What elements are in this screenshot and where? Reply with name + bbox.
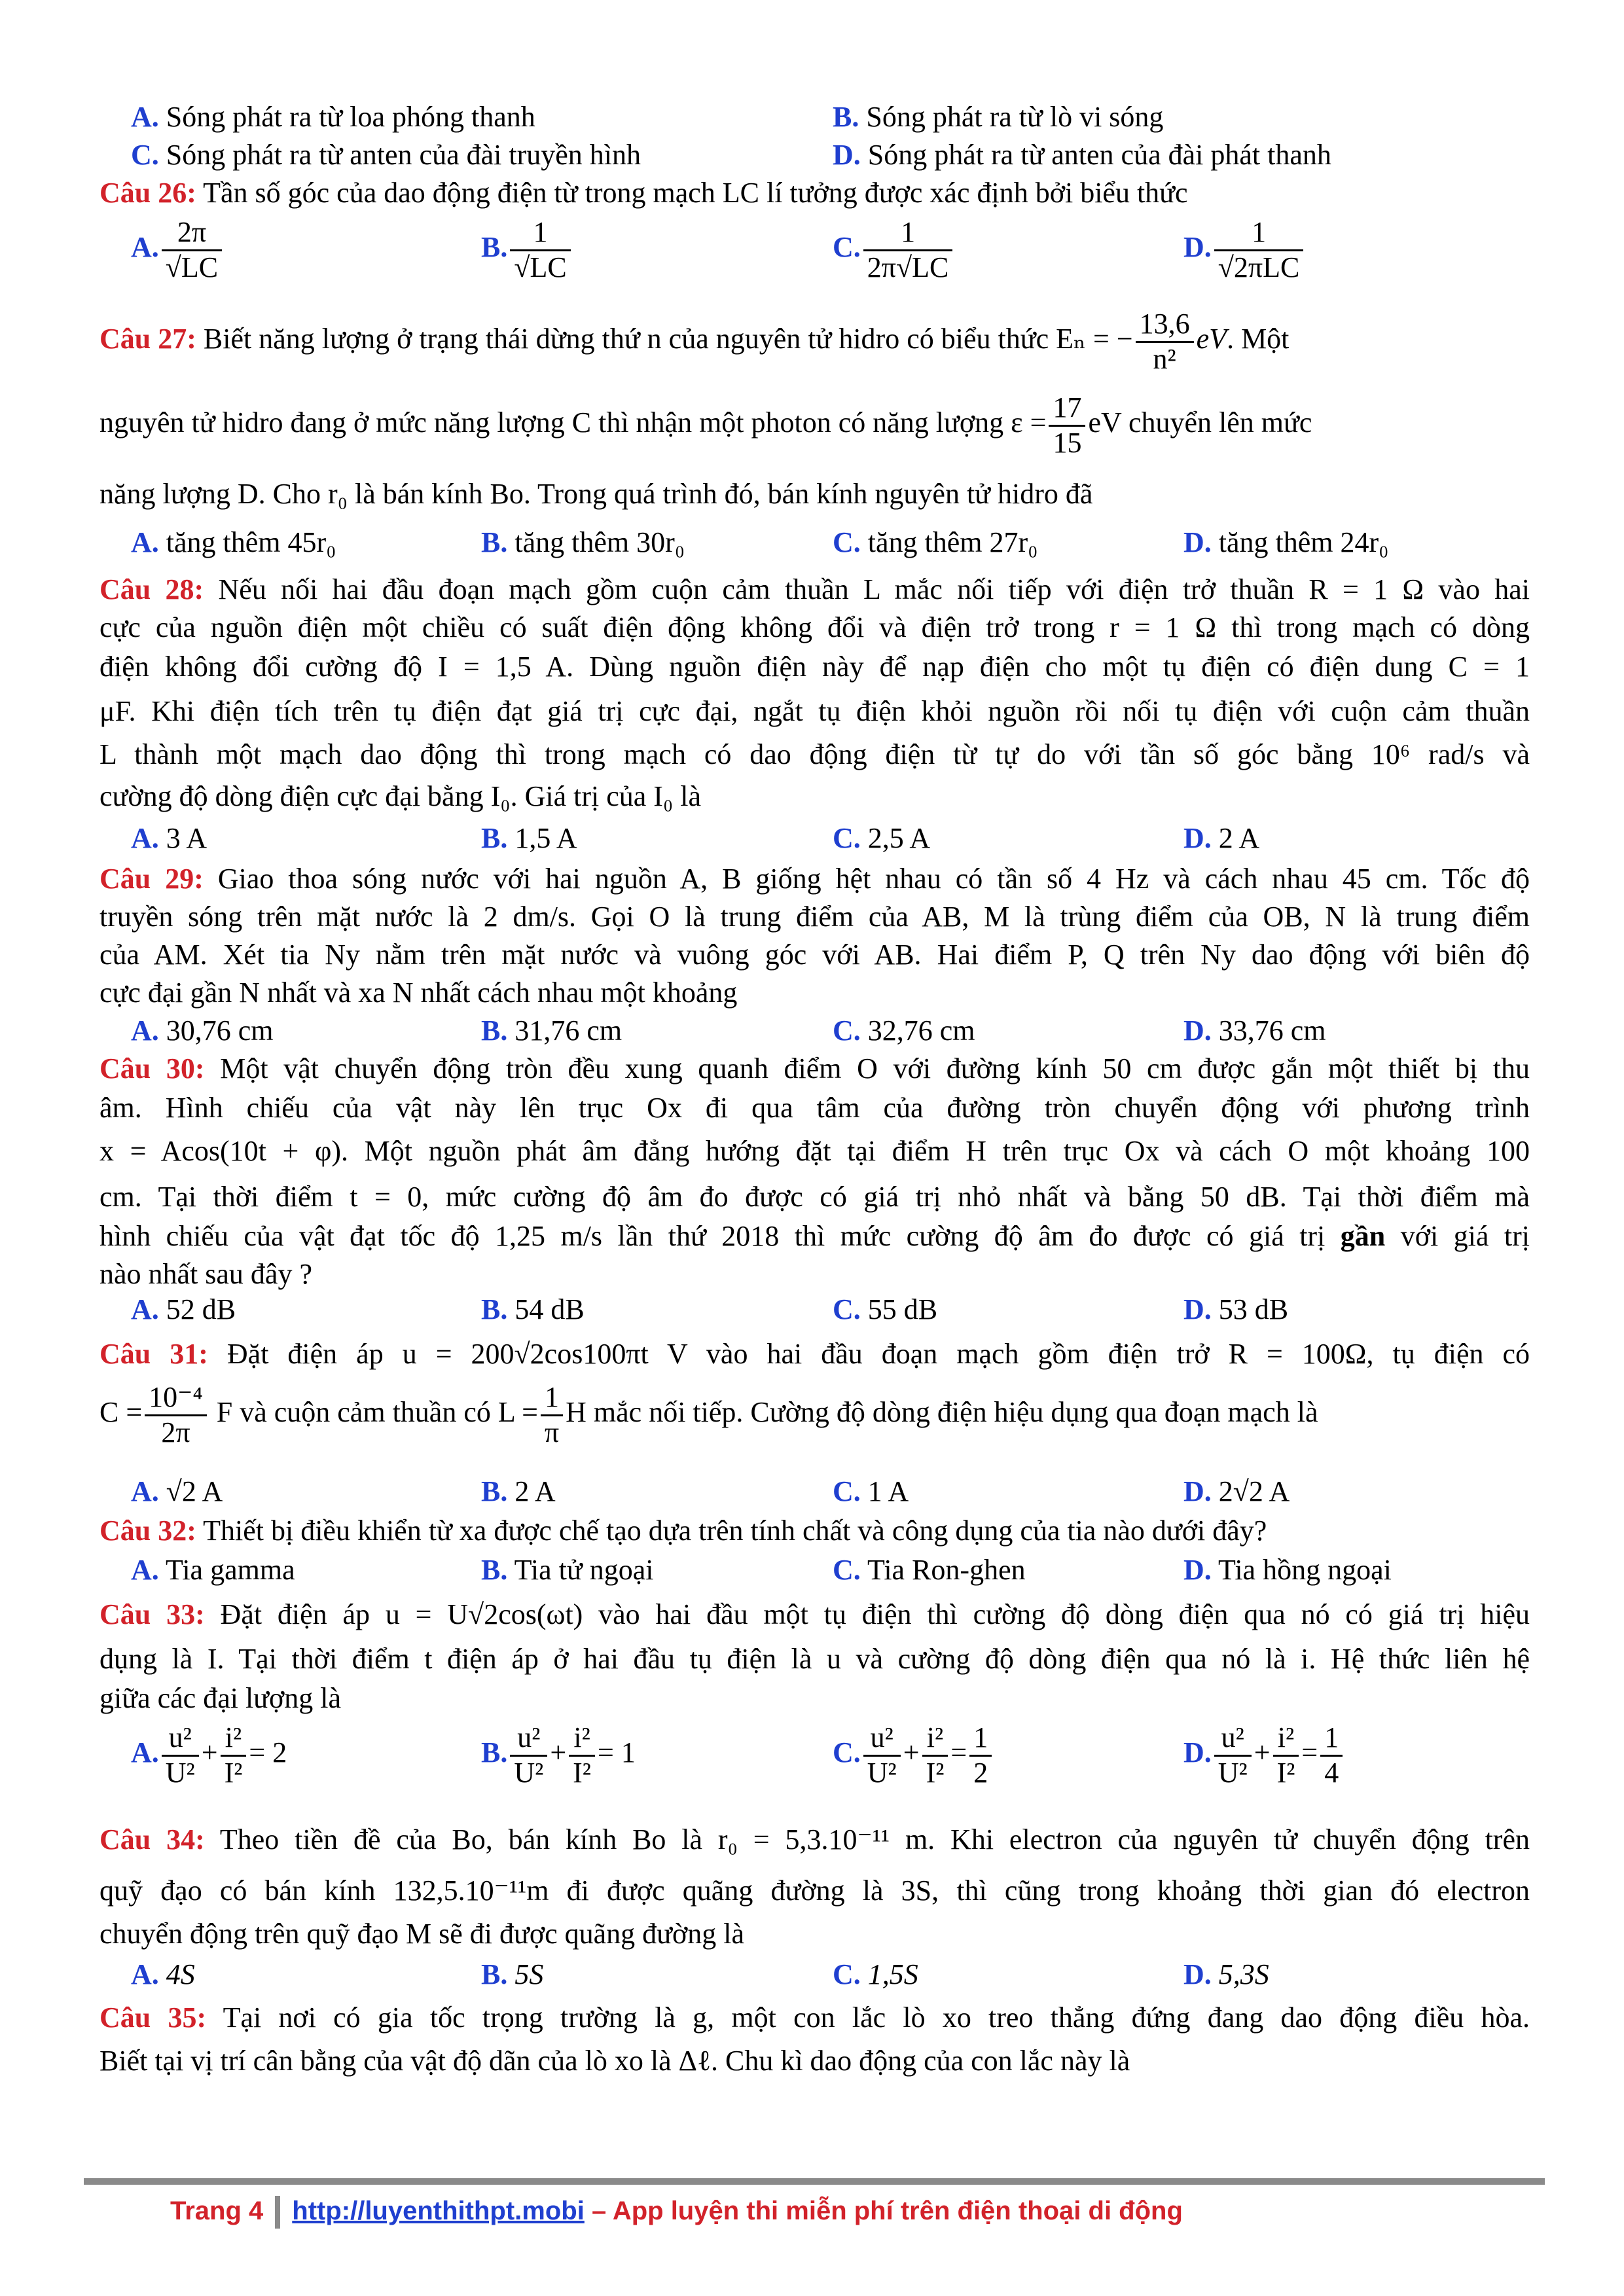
- q29-option-a[interactable]: A. 30,76 cm: [131, 1014, 274, 1047]
- q27-options: [131, 524, 1532, 565]
- q32-stem: Câu 32: Thiết bị điều khiển từ xa được chế tạo dựa trên tính chất và công dụng của tia nào dưới đây?: [99, 1515, 1267, 1547]
- q25-option-d[interactable]: D. Sóng phát ra từ anten của đài phát thanh: [833, 139, 1331, 171]
- q27-line-1: Câu 27: Biết năng lượng ở trạng thái dừng thứ n của nguyên tử hidro có biểu thức Eₙ = − $\frac{13,6}{\text{n²}}$ eV. Một: [99, 308, 1290, 375]
- q33-option-a[interactable]: A. $\frac{\text{u²}}{\text{U²}}$ + $\frac{\text{i²}}{\text{I²}}$ = 2: [131, 1721, 287, 1789]
- q30-option-d[interactable]: D. 53 dB: [1183, 1293, 1289, 1325]
- q34-option-b[interactable]: B. 5S: [481, 1958, 544, 1990]
- q30-line-6: nào nhất sau đây ?: [99, 1258, 312, 1290]
- q27-option-d[interactable]: D. tăng thêm 24r₀: [1183, 526, 1389, 558]
- q33-line-1: Câu 33: Đặt điện áp u = U√2cos(ωt) vào hai đầu một tụ điện thì cường độ dòng điện qua nó có giá trị hiệu: [99, 1598, 1530, 1630]
- q30-line-5: hình chiếu của vật đạt tốc độ 1,25 m/s lần thứ 2018 thì mức cường độ âm đo được có giá trị gần với giá trị: [99, 1220, 1530, 1252]
- footer-tagline: – App luyện thi miễn phí trên điện thoại di động: [591, 2197, 1183, 2225]
- q25-option-a[interactable]: A. Sóng phát ra từ loa phóng thanh: [131, 101, 535, 133]
- q31-option-a[interactable]: A. √2 A: [131, 1475, 223, 1507]
- q29-option-c[interactable]: C. 32,76 cm: [833, 1014, 975, 1047]
- q29-line-2: truyền sóng trên mặt nước là 2 dm/s. Gọi O là trung điểm của AB, M là trùng điểm của OB, N là trung điểm: [99, 901, 1530, 933]
- q26-options: [131, 216, 1532, 301]
- q29-option-d[interactable]: D. 33,76 cm: [1183, 1014, 1326, 1047]
- q32-option-d[interactable]: D. Tia hồng ngoại: [1183, 1554, 1392, 1586]
- q31-option-b[interactable]: B. 2 A: [481, 1475, 556, 1507]
- q32-options: [131, 1551, 1532, 1593]
- q31-option-c[interactable]: C. 1 A: [833, 1475, 909, 1507]
- q31-option-d[interactable]: D. 2√2 A: [1183, 1475, 1290, 1507]
- q29-line-4: cực đại gần N nhất và xa N nhất cách nhau một khoảng: [99, 977, 738, 1009]
- q33-line-3: giữa các đại lượng là: [99, 1682, 342, 1714]
- q28-option-a[interactable]: A. 3 A: [131, 822, 208, 854]
- q25-option-b[interactable]: B. Sóng phát ra từ lò vi sóng: [833, 101, 1164, 133]
- q30-line-4: cm. Tại thời điểm t = 0, mức cường độ âm đo được có giá trị nhỏ nhất và bằng 50 dB. Tại thời điểm mà: [99, 1181, 1530, 1213]
- q28-option-c[interactable]: C. 2,5 A: [833, 822, 931, 854]
- q28-options: [131, 819, 1532, 861]
- q25-option-c[interactable]: C. Sóng phát ra từ anten của đài truyền hình: [131, 139, 641, 171]
- footer-divider: [275, 2196, 280, 2229]
- q30-options: [131, 1291, 1532, 1333]
- q28-line-1: Câu 28: Nếu nối hai đầu đoạn mạch gồm cuộn cảm thuần L mắc nối tiếp với điện trở thuần R = 1 Ω vào hai: [99, 573, 1530, 605]
- q33-option-b[interactable]: B. $\frac{\text{u²}}{\text{U²}}$ + $\frac{\text{i²}}{\text{I²}}$ = 1: [481, 1721, 636, 1789]
- footer: [170, 2194, 1183, 2229]
- q32-option-a[interactable]: A. Tia gamma: [131, 1554, 295, 1586]
- footer-rule: [84, 2178, 1545, 2185]
- q30-option-c[interactable]: C. 55 dB: [833, 1293, 938, 1325]
- q35-line-1: Câu 35: Tại nơi có gia tốc trọng trường là g, một con lắc lò xo treo thẳng đứng đang dao động điều hòa.: [99, 2001, 1530, 2034]
- q33-option-c[interactable]: C. $\frac{\text{u²}}{\text{U²}}$ + $\frac{\text{i²}}{\text{I²}}$ = $\frac{1}{2}$: [833, 1721, 994, 1789]
- q30-line-1: Câu 30: Một vật chuyển động tròn đều xung quanh điểm O với đường kính 50 cm được gắn một thiết bị thu: [99, 1052, 1530, 1085]
- q25-row-1: [131, 98, 1532, 140]
- q27-option-b[interactable]: B. tăng thêm 30r₀: [481, 526, 685, 558]
- q34-option-a[interactable]: A. 4S: [131, 1958, 195, 1990]
- q26-stem: Câu 26: Tần số góc của dao động điện từ trong mạch LC lí tưởng được xác định bởi biểu thức: [99, 177, 1188, 209]
- q28-option-b[interactable]: B. 1,5 A: [481, 822, 577, 854]
- q31-line-1: Câu 31: Đặt điện áp u = 200√2cos100πt V vào hai đầu đoạn mạch gồm điện trở R = 100Ω, tụ điện có: [99, 1338, 1530, 1370]
- q32-option-b[interactable]: B. Tia tử ngoại: [481, 1554, 654, 1586]
- q28-line-4: μF. Khi điện tích trên tụ điện đạt giá trị cực đại, ngắt tụ điện khỏi nguồn rồi nối tụ điện với cuộn cảm thuần: [99, 695, 1530, 727]
- q25-row-2: [131, 136, 1532, 178]
- q33-option-d[interactable]: D. $\frac{\text{u²}}{\text{U²}}$ + $\frac{\text{i²}}{\text{I²}}$ = $\frac{1}{4}$: [1183, 1721, 1345, 1789]
- footer-link[interactable]: http://luyenthithpt.mobi: [292, 2197, 585, 2225]
- q30-line-2: âm. Hình chiếu của vật này lên trục Ox đi qua tâm của đường tròn chuyển động với phương trình: [99, 1092, 1530, 1124]
- q26-option-b[interactable]: B. $\frac{1}{√LC}$: [481, 216, 573, 284]
- q34-line-3: chuyển động trên quỹ đạo M sẽ đi được quãng đường là: [99, 1918, 745, 1950]
- q28-option-d[interactable]: D. 2 A: [1183, 822, 1260, 854]
- q31-options: [131, 1473, 1532, 1515]
- q27-line-2: nguyên tử hidro đang ở mức năng lượng C thì nhận một photon có năng lượng ε = $\frac{17}{15}$ eV chuyển lên mức: [99, 391, 1312, 459]
- q29-option-b[interactable]: B. 31,76 cm: [481, 1014, 623, 1047]
- q28-line-6: cường độ dòng điện cực đại bằng I₀. Giá trị của I₀ là: [99, 780, 702, 812]
- q32-option-c[interactable]: C. Tia Ron-ghen: [833, 1554, 1026, 1586]
- q27-line-3: năng lượng D. Cho r₀ là bán kính Bo. Trong quá trình đó, bán kính nguyên tử hidro đã: [99, 478, 1093, 510]
- q30-option-b[interactable]: B. 54 dB: [481, 1293, 585, 1325]
- q30-option-a[interactable]: A. 52 dB: [131, 1293, 236, 1325]
- q29-line-3: của AM. Xét tia Ny nằm trên mặt nước và vuông góc với AB. Hai điểm P, Q trên Ny dao động với biên độ: [99, 939, 1530, 971]
- q26-option-c[interactable]: C. $\frac{1}{2\pi√LC}$: [833, 216, 955, 284]
- q34-options: [131, 1956, 1532, 1998]
- q26-option-a[interactable]: A. $\frac{2\pi}{√LC}$: [131, 216, 225, 284]
- q28-line-2: cực của nguồn điện một chiều có suất điện động không đổi và điện trở trong r = 1 Ω thì trong mạch có dòng: [99, 611, 1530, 643]
- q34-line-1: Câu 34: Theo tiền đề của Bo, bán kính Bo là r₀ = 5,3.10⁻¹¹ m. Khi electron của nguyên tử chuyển động trên: [99, 1823, 1530, 1856]
- q33-options: [131, 1721, 1532, 1806]
- q34-option-c[interactable]: C. 1,5S: [833, 1958, 918, 1990]
- q34-line-2: quỹ đạo có bán kính 132,5.10⁻¹¹m đi được quãng đường là 3S, thì cũng trong khoảng thời gian đó electron: [99, 1874, 1530, 1907]
- q29-options: [131, 1012, 1532, 1054]
- q35-line-2: Biết tại vị trí cân bằng của vật độ dãn của lò xo là Δℓ. Chu kì dao động của con lắc này là: [99, 2045, 1130, 2077]
- page-number: Trang 4: [170, 2197, 264, 2225]
- q33-line-2: dụng là I. Tại thời điểm t điện áp ở hai đầu tụ điện là u và cường độ dòng điện qua nó là i. Hệ thức liên hệ: [99, 1643, 1530, 1675]
- q30-line-3: x = Acos(10t + φ). Một nguồn phát âm đẳng hướng đặt tại điểm H trên trục Ox và cách O một khoảng 100: [99, 1135, 1530, 1167]
- q34-option-d[interactable]: D. 5,3S: [1183, 1958, 1269, 1990]
- q29-line-1: Câu 29: Giao thoa sóng nước với hai nguồn A, B giống hệt nhau có tần số 4 Hz và cách nhau 45 cm. Tốc độ: [99, 863, 1530, 895]
- q26-option-d[interactable]: D. $\frac{1}{\text{√2πLC}}$: [1183, 216, 1306, 284]
- q27-option-a[interactable]: A. tăng thêm 45r₀: [131, 526, 336, 558]
- q31-line-2: C = $\frac{\text{10⁻⁴}}{2\pi}$ F và cuộn cảm thuần có L = $\frac{1}{\pi}$ H mắc nối tiếp. Cường độ dòng điện hiệu dụng qua đoạn mạch là: [99, 1381, 1318, 1448]
- q28-line-3: điện không đổi cường độ I = 1,5 A. Dùng nguồn điện này để nạp điện cho một tụ điện có điện dung C = 1: [99, 651, 1530, 683]
- q27-option-c[interactable]: C. tăng thêm 27r₀: [833, 526, 1038, 558]
- q28-line-5: L thành một mạch dao động thì trong mạch có dao động điện từ tự do với tần số góc bằng 10⁶ rad/s và: [99, 738, 1530, 770]
